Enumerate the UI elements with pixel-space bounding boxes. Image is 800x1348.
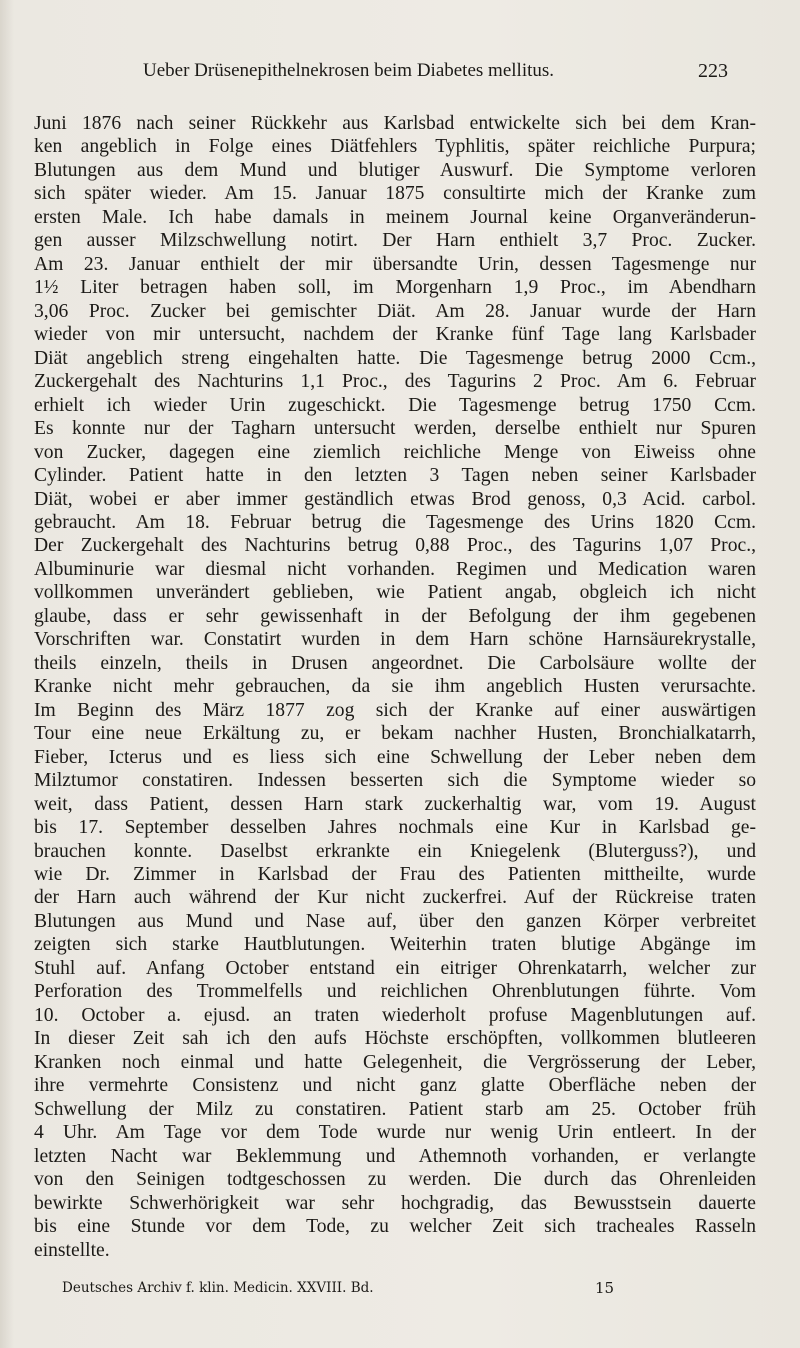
text-line: Blutungen aus dem Mund und blutiger Auswurf. Die Symptome verloren bbox=[34, 159, 756, 181]
text-line: Tour eine neue Erkältung zu, er bekam nachher Husten, Bronchialkatarrh, bbox=[34, 723, 756, 745]
text-line: sich später wieder. Am 15. Januar 1875 consultirte mich der Kranke zum bbox=[34, 183, 756, 205]
text-line: von den Seinigen todtgeschossen zu werden. Die durch das Ohrenleiden bbox=[34, 1169, 756, 1191]
signature-mark: 15 bbox=[595, 1279, 615, 1297]
text-line: vollkommen unverändert geblieben, wie Patient angab, obgleich ich nicht bbox=[34, 582, 756, 604]
text-line: weit, dass Patient, dessen Harn stark zuckerhaltig war, vom 19. August bbox=[34, 793, 756, 815]
text-line: Albuminurie war diesmal nicht vorhanden. Regimen und Medication waren bbox=[34, 558, 756, 580]
body-text bbox=[34, 112, 756, 1262]
text-line: 4 Uhr. Am Tage vor dem Tode wurde nur wenig Urin entleert. In der bbox=[34, 1122, 756, 1144]
text-line: Perforation des Trommelfells und reichlichen Ohrenblutungen führte. Vom bbox=[34, 981, 756, 1003]
text-line: Vorschriften war. Constatirt wurden in dem Harn schöne Harnsäurekrystalle, bbox=[34, 629, 756, 651]
text-line: der Harn auch während der Kur nicht zuckerfrei. Auf der Rückreise traten bbox=[34, 887, 756, 909]
text-line: Blutungen aus Mund und Nase auf, über den ganzen Körper verbreitet bbox=[34, 910, 756, 932]
text-line: Zuckergehalt des Nachturins 1,1 Proc., des Tagurins 2 Proc. Am 6. Februar bbox=[34, 371, 756, 393]
text-line: Kranke nicht mehr gebrauchen, da sie ihm angeblich Husten verursachte. bbox=[34, 676, 756, 698]
text-line: Milztumor constatiren. Indessen besserten sich die Symptome wieder so bbox=[34, 770, 756, 792]
text-line: ken angeblich in Folge eines Diätfehlers Typhlitis, später reichliche Purpura; bbox=[34, 136, 756, 158]
text-line: Cylinder. Patient hatte in den letzten 3 Tagen neben seiner Karlsbader bbox=[34, 465, 756, 487]
text-line: wie Dr. Zimmer in Karlsbad der Frau des Patienten mittheilte, wurde bbox=[34, 864, 756, 885]
text-line: wieder von mir untersucht, nachdem der Kranke fünf Tage lang Karlsbader bbox=[34, 324, 756, 346]
text-line: ersten Male. Ich habe damals in meinem Journal keine Organveränderun- bbox=[34, 206, 756, 228]
text-line: erhielt ich wieder Urin zugeschickt. Die Tagesmenge betrug 1750 Ccm. bbox=[34, 394, 756, 416]
text-line: theils einzeln, theils in Drusen angeordnet. Die Carbolsäure wollte der bbox=[34, 652, 756, 674]
text-line: von Zucker, dagegen eine ziemlich reichliche Menge von Eiweiss ohne bbox=[34, 441, 756, 463]
text-line: Am 23. Januar enthielt der mir übersandte Urin, dessen Tagesmenge nur bbox=[34, 253, 756, 275]
text-line: Schwellung der Milz zu constatiren. Patient starb am 25. October früh bbox=[34, 1098, 756, 1120]
text-line: 1½ Liter betragen haben soll, im Morgenharn 1,9 Proc., im Abendharn bbox=[34, 277, 756, 299]
running-title: Ueber Drüsenepithelnekrosen beim Diabetes mellitus. bbox=[143, 60, 555, 81]
text-line: einstellte. bbox=[34, 1239, 110, 1261]
page-footer bbox=[0, 1280, 800, 1302]
journal-reference: Deutsches Archiv f. klin. Medicin. XXVIII. Bd. bbox=[62, 1280, 374, 1296]
text-line: ihre vermehrte Consistenz und nicht ganz glatte Oberfläche neben der bbox=[34, 1075, 756, 1097]
text-line: Diät angeblich streng eingehalten hatte. Die Tagesmenge betrug 2000 Ccm., bbox=[34, 347, 756, 369]
text-line: bis eine Stunde vor dem Tode, zu welcher Zeit sich tracheales Rasseln bbox=[34, 1216, 756, 1238]
text-line: Diät, wobei er aber immer geständlich etwas Brod genoss, 0,3 Acid. carbol. bbox=[34, 488, 756, 510]
running-head bbox=[0, 60, 800, 88]
text-line: Juni 1876 nach seiner Rückkehr aus Karlsbad entwickelte sich bei dem Kran- bbox=[34, 113, 756, 134]
text-line: letzten Nacht war Beklemmung und Athemnoth vorhanden, er verlangte bbox=[34, 1145, 756, 1167]
text-line: bis 17. September desselben Jahres nochmals eine Kur in Karlsbad ge- bbox=[34, 817, 756, 839]
text-line: Im Beginn des März 1877 zog sich der Kranke auf einer auswärtigen bbox=[34, 699, 756, 721]
text-line: brauchen konnte. Daselbst erkrankte ein Kniegelenk (Bluterguss?), und bbox=[34, 840, 756, 862]
text-line: In dieser Zeit sah ich den aufs Höchste erschöpften, vollkommen blutleeren bbox=[34, 1028, 756, 1050]
text-line: Kranken noch einmal und hatte Gelegenheit, die Vergrösserung der Leber, bbox=[34, 1051, 756, 1073]
text-line: Es konnte nur der Tagharn untersucht werden, derselbe enthielt nur Spuren bbox=[34, 418, 756, 440]
text-line: Stuhl auf. Anfang October entstand ein eitriger Ohrenkatarrh, welcher zur bbox=[34, 957, 756, 979]
text-line: gebraucht. Am 18. Februar betrug die Tagesmenge des Urins 1820 Ccm. bbox=[34, 511, 756, 533]
text-line: zeigten sich starke Hautblutungen. Weiterhin traten blutige Abgänge im bbox=[34, 934, 756, 956]
page-number: 223 bbox=[698, 60, 728, 82]
text-line: 10. October a. ejusd. an traten wiederholt profuse Magenblutungen auf. bbox=[34, 1004, 756, 1026]
text-line: 3,06 Proc. Zucker bei gemischter Diät. Am 28. Januar wurde der Harn bbox=[34, 300, 756, 322]
text-line: gen ausser Milzschwellung notirt. Der Harn enthielt 3,7 Proc. Zucker. bbox=[34, 230, 756, 252]
text-line: glaube, dass er sehr gewissenhaft in der Befolgung der ihm gegebenen bbox=[34, 605, 756, 627]
text-line: bewirkte Schwerhörigkeit war sehr hochgradig, das Bewusstsein dauerte bbox=[34, 1192, 756, 1214]
text-line: Der Zuckergehalt des Nachturins betrug 0,88 Proc., des Tagurins 1,07 Proc., bbox=[34, 535, 756, 557]
text-line: Fieber, Icterus und es liess sich eine Schwellung der Leber neben dem bbox=[34, 746, 756, 768]
